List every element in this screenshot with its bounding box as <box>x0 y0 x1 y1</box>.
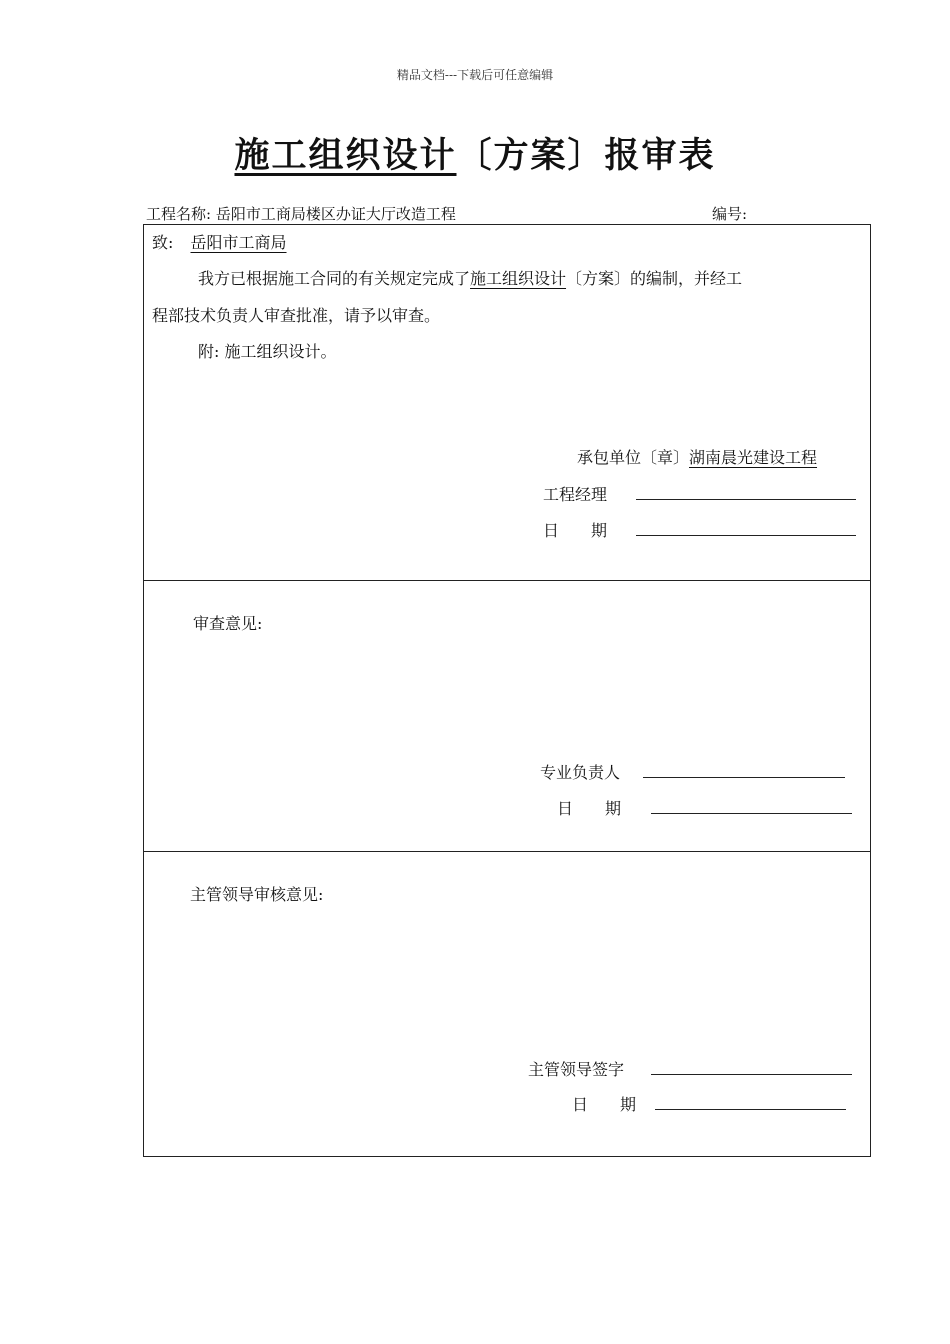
paragraph-link: 施工组织设计 <box>470 269 567 288</box>
date-line-1 <box>636 535 856 536</box>
manager-signature-line <box>636 499 856 500</box>
header-note: 精品文档---下载后可任意编辑 <box>396 68 554 82</box>
contractor-row <box>577 445 817 468</box>
project-name: 岳阳市工商局楼区办证大厅改造工程 <box>215 205 456 223</box>
date-label-1: 日 期 <box>543 521 608 540</box>
paragraph-line-1 <box>198 266 742 289</box>
addressee-value: 岳阳市工商局 <box>190 233 287 252</box>
date-line-2 <box>651 813 852 814</box>
contractor-label: 承包单位〔章〕 <box>577 448 690 467</box>
contractor-value: 湖南晨光建设工程 <box>689 448 818 467</box>
supervisor-sign-label: 主管领导签字 <box>528 1060 625 1079</box>
review-opinion-label: 审查意见: <box>193 614 263 633</box>
number-label: 编号: <box>712 205 748 223</box>
date-label-2: 日 期 <box>557 799 622 818</box>
supervisor-sign-line <box>651 1074 852 1075</box>
professional-lead-label: 专业负责人 <box>540 763 621 782</box>
paragraph-text-1: 我方已根据施工合同的有关规定完成了 <box>198 269 471 288</box>
attachment-note: 附: 施工组织设计。 <box>198 342 337 361</box>
date-line-3 <box>655 1109 846 1110</box>
page-title <box>0 128 950 178</box>
manager-label: 工程经理 <box>543 485 608 504</box>
form-table <box>143 224 871 1157</box>
title-main: 施工组织设计 <box>234 135 457 176</box>
project-name-row <box>146 203 456 224</box>
addressee-row <box>152 230 336 253</box>
addressee-label: 致: <box>152 233 174 252</box>
section-divider-1 <box>143 580 871 581</box>
date-label-3: 日 期 <box>572 1095 637 1114</box>
supervisor-opinion-label: 主管领导审核意见: <box>190 885 324 904</box>
paragraph-text-2: 〔方案〕的编制，并经工 <box>566 269 743 288</box>
number-row <box>712 203 747 224</box>
section-divider-2 <box>143 851 871 852</box>
project-label: 工程名称: <box>146 205 212 223</box>
title-suffix: 〔方案〕报审表 <box>456 135 716 176</box>
professional-lead-line <box>643 777 845 778</box>
paragraph-line-2: 程部技术负责人审查批准，请予以审查。 <box>152 306 441 325</box>
